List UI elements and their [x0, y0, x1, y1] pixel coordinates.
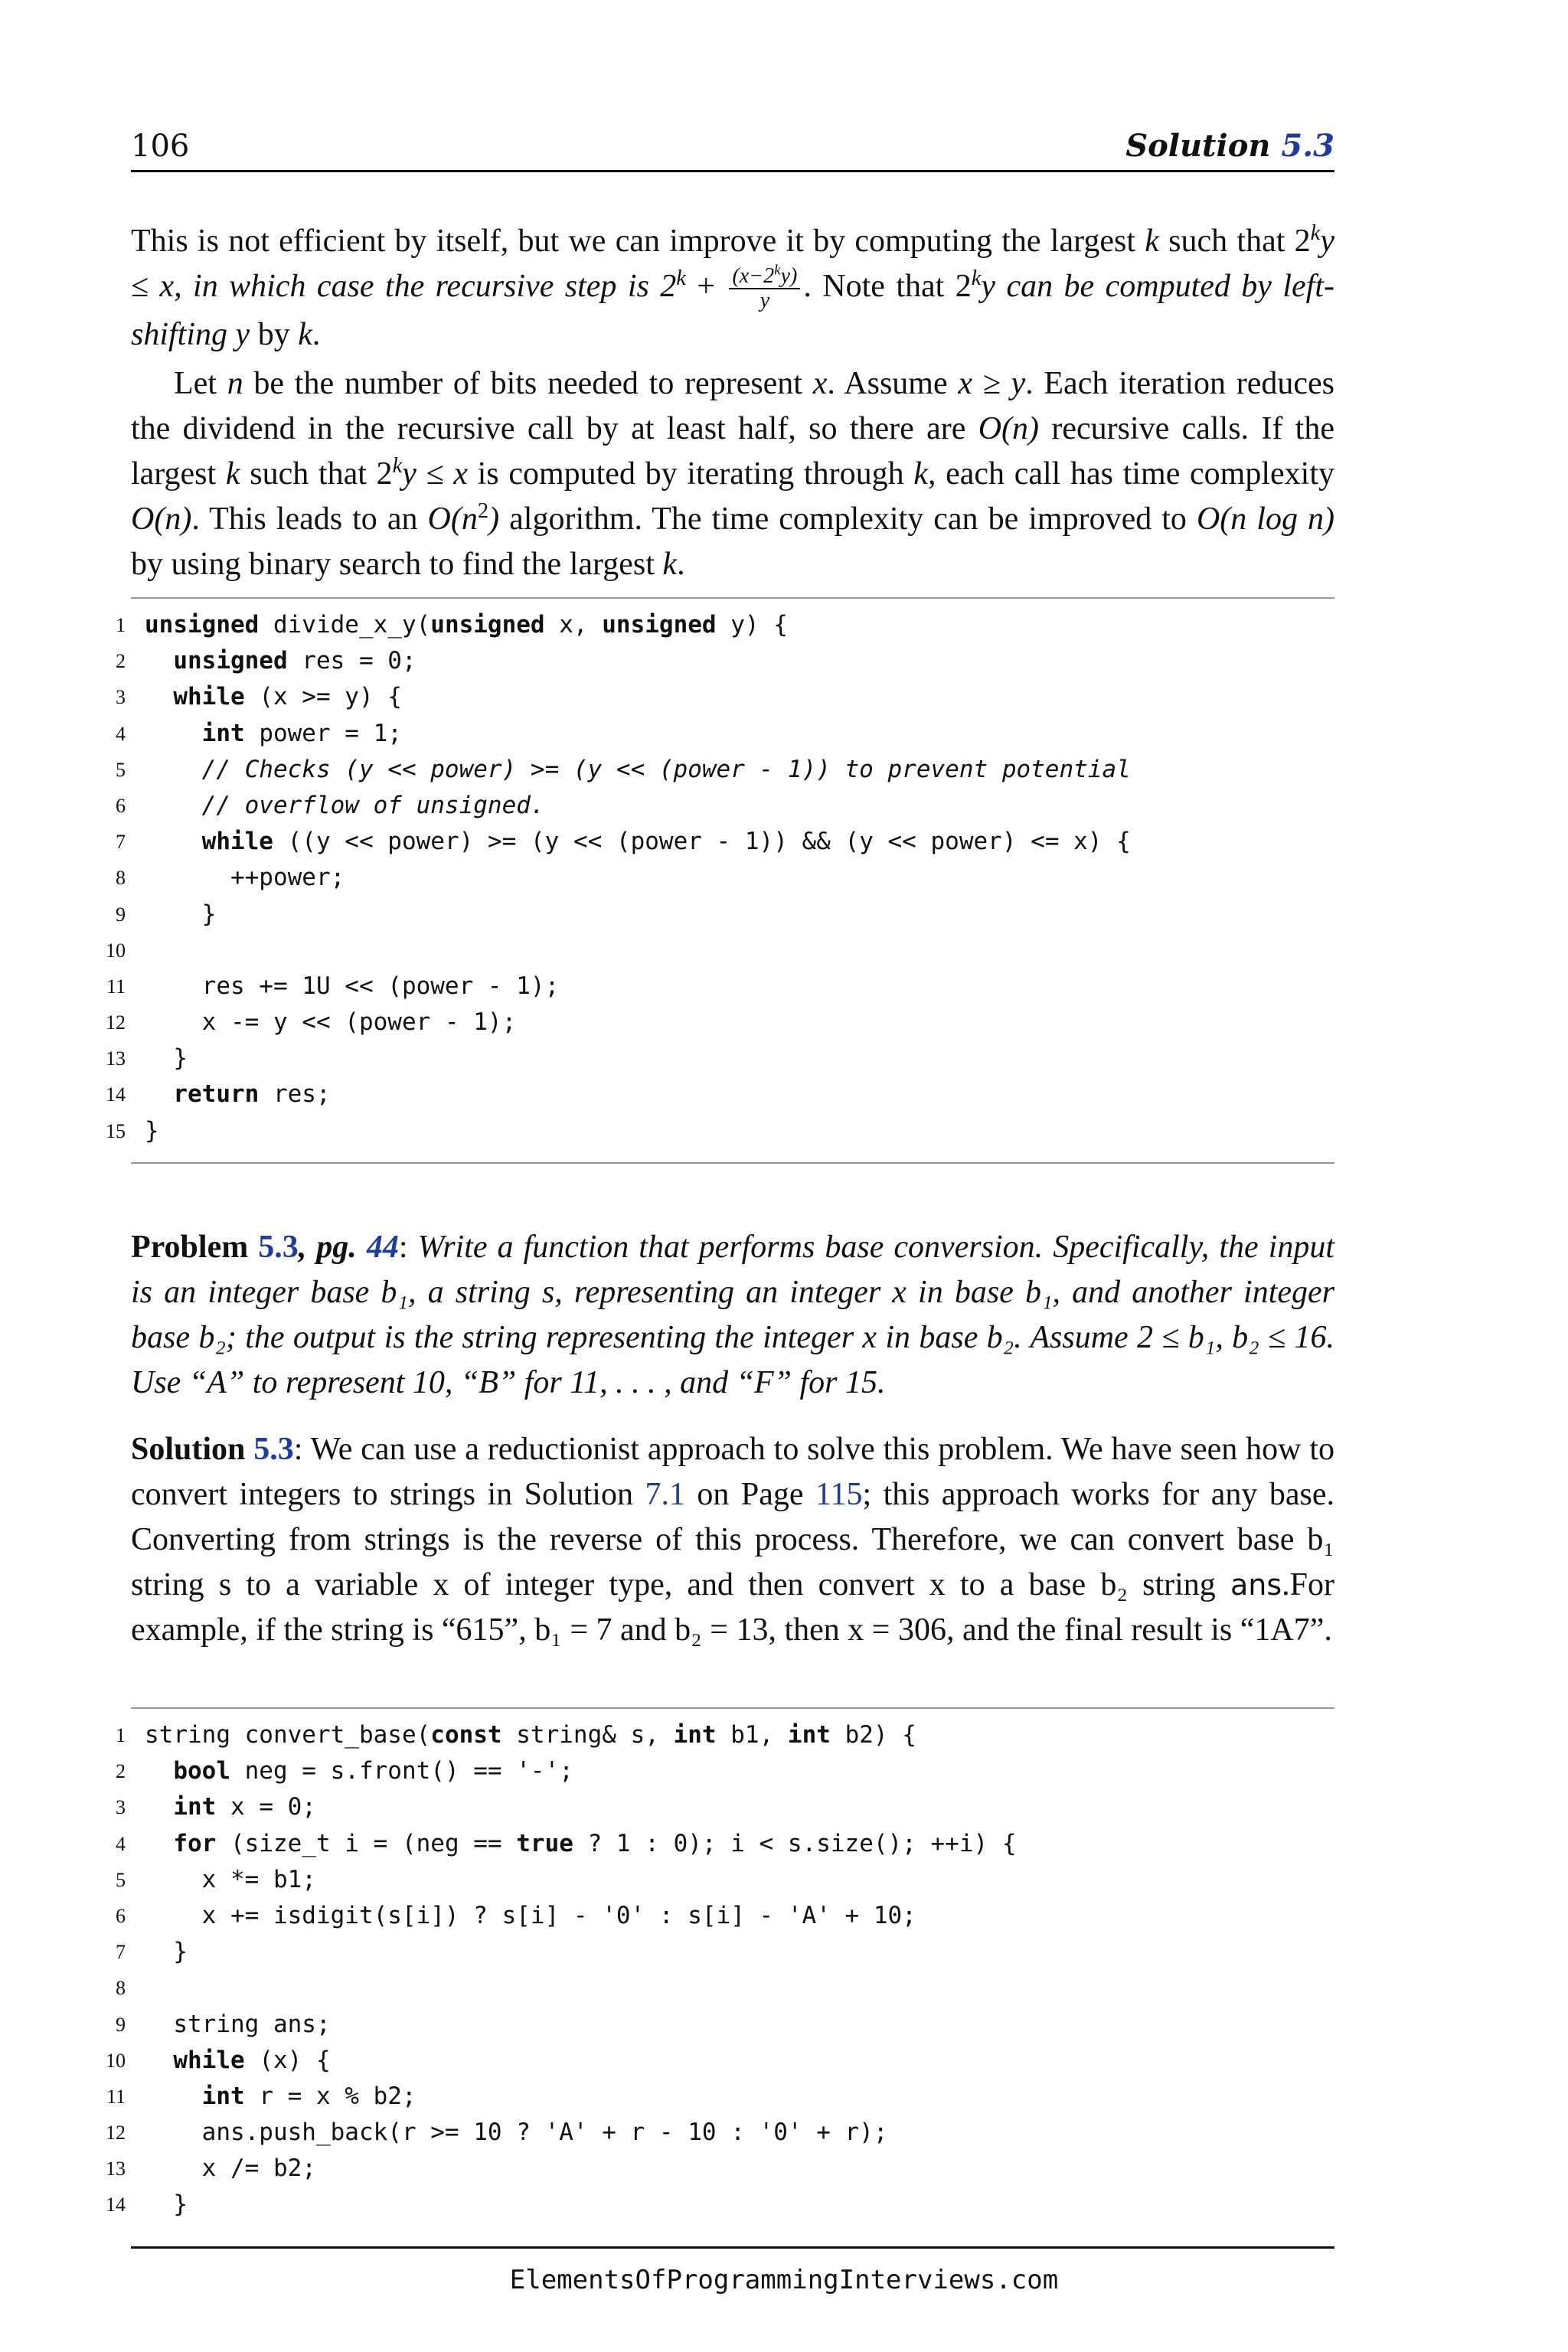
code-text: x /= b2; [145, 2154, 316, 2183]
solution-ref-link[interactable]: 5.3 [253, 1432, 294, 1467]
code-rule-top [131, 597, 1334, 599]
line-number: 1 [116, 614, 126, 636]
code-text: } [145, 1044, 188, 1073]
code-line [92, 1008, 1348, 1044]
code-line [92, 2082, 1348, 2118]
page-115-link[interactable]: 115 [815, 1477, 863, 1512]
code-text: while (x) { [173, 2046, 331, 2074]
code-text: unsigned divide_x_y(unsigned x, unsigned y) { [145, 611, 788, 639]
line-number: 6 [116, 1904, 126, 1927]
line-number: 14 [106, 1083, 126, 1106]
fraction: $\frac{(x-2^ky)}{y}$ [729, 265, 800, 312]
code-line [92, 972, 1348, 1008]
line-number: 12 [106, 1011, 126, 1034]
line-number: 11 [106, 975, 126, 998]
code-line [92, 1974, 1348, 2010]
code-line [92, 1902, 1348, 1938]
problem-statement: Problem 5.3, pg. 44: Write a function that performs base conversion. Specifically, the input is an integer base b₁, a string s, representing an integer x in base b₁, and another integer base b₂; the output is the string representing the integer x in base b₂. Assume 2 ≤ b₁, b₂ ≤ 16. Use “A” to represent 10, “B” for 11, . . . , and “F” for 15. [131, 1230, 1335, 1400]
code-text: ++power; [145, 864, 345, 892]
page-number: 106 [131, 129, 190, 164]
code-listing-divide [92, 611, 1348, 1153]
footer-rule [131, 2246, 1334, 2249]
line-number: 3 [116, 686, 126, 709]
line-number: 10 [106, 2049, 126, 2072]
line-number: 3 [116, 1796, 126, 1819]
code-line [92, 2154, 1348, 2190]
code-line [92, 647, 1348, 683]
line-number: 14 [106, 2194, 126, 2216]
code-line [92, 1757, 1348, 1793]
code-line [92, 1830, 1348, 1866]
code-text: string ans; [145, 2010, 331, 2038]
line-number: 13 [106, 2158, 126, 2180]
code-line [92, 828, 1348, 864]
code-line [92, 1938, 1348, 1974]
code-text: while (x >= y) { [173, 683, 402, 711]
code-text: } [145, 900, 217, 928]
code-line [92, 2047, 1348, 2082]
footer-url[interactable]: ElementsOfProgrammingInterviews.com [509, 2265, 1059, 2295]
line-number: 13 [106, 1047, 126, 1070]
line-number: 8 [116, 1977, 126, 2000]
line-number: 7 [116, 1941, 126, 1964]
paragraph-efficiency: This is not efficient by itself, but we can improve it by computing the largest k such that $2^ky \le x$, in which case the recursive step is $2^k$ + $\frac{(x-2^ky)}{y}$ . Note that 2$^k$y can be computed by left-shifting y by k. [131, 221, 1335, 353]
code-rule-top-2 [131, 1707, 1334, 1709]
code-line [92, 1793, 1348, 1829]
code-text: for (size_t i = (neg == true ? 1 : 0); i < s.size(); ++i) { [173, 1829, 1017, 1857]
code-text: return res; [173, 1080, 331, 1109]
line-number: 5 [116, 758, 126, 781]
code-text: while ((y << power) >= (y << (power - 1)) && (y << power) <= x) { [201, 828, 1131, 856]
code-text: } [145, 2190, 188, 2219]
code-text: // overflow of unsigned. [201, 791, 545, 819]
solution-7-1-link[interactable]: 7.1 [645, 1477, 685, 1512]
line-number: 1 [116, 1724, 126, 1746]
code-line [92, 900, 1348, 936]
problem-ref-link[interactable]: 5.3 [258, 1230, 299, 1265]
line-number: 12 [106, 2122, 126, 2145]
code-text: x += isdigit(s[i]) ? s[i] - '0' : s[i] - 'A' + 10; [145, 1901, 916, 1929]
line-number: 2 [116, 1760, 126, 1783]
solution-text: Solution 5.3: We can use a reductionist approach to solve this problem. We have seen how to convert integers to strings in Solution 7.1 on Page 115; this approach works for any base. Converting from strings is the reverse of this process. Therefore, we can convert base b₁ string s to a variable x of integer type, and then convert x to a base b₂ string ans.For example, if the string is “615”, b₁ = 7 and b₂ = 13, then x = 306, and the final result is “1A7”. [131, 1432, 1334, 1648]
line-number: 2 [116, 650, 126, 673]
code-line [92, 792, 1348, 828]
code-text: int x = 0; [173, 1793, 316, 1821]
line-number: 9 [116, 903, 126, 926]
running-header [131, 124, 1334, 172]
code-text: x *= b1; [145, 1865, 316, 1893]
paragraph-complexity: Let n be the number of bits needed to represent x. Assume x ≥ y. Each iteration reduces the dividend in the recursive call by at least half, so there are O(n) recursive calls. If the largest k such that $2^ky \le x$ is computed by iterating through k, each call has time complexity O(n). This leads to an $O(n^2)$ algorithm. The time complexity can be improved to O(n log n) by using binary search to find the largest k. [131, 366, 1335, 582]
code-text: } [145, 1116, 159, 1145]
code-text: x -= y << (power - 1); [145, 1008, 517, 1037]
code-rule-bottom [131, 1162, 1334, 1164]
line-number: 4 [116, 1832, 126, 1855]
code-line [92, 683, 1348, 719]
code-line [92, 2190, 1348, 2226]
code-line [92, 2118, 1348, 2154]
code-line [92, 1117, 1348, 1153]
code-line [92, 1866, 1348, 1902]
line-number: 6 [116, 794, 126, 817]
line-number: 5 [116, 1868, 126, 1891]
code-text: unsigned res = 0; [173, 647, 416, 675]
code-text: string convert_base(const string& s, int b1, int b2) { [145, 1721, 916, 1749]
code-line [92, 1044, 1348, 1080]
line-number: 4 [116, 722, 126, 745]
code-line [92, 1721, 1348, 1757]
code-line [92, 936, 1348, 972]
line-number: 10 [106, 939, 126, 962]
section-ref-link[interactable]: 5.3 [1281, 128, 1334, 164]
line-number: 8 [116, 867, 126, 890]
code-line [92, 864, 1348, 900]
section-title: Solution 5.3 [1125, 128, 1334, 164]
code-line [92, 756, 1348, 792]
code-text: res += 1U << (power - 1); [145, 972, 560, 1000]
line-number: 11 [106, 2085, 126, 2108]
code-line [92, 2011, 1348, 2047]
code-text: bool neg = s.front() == '-'; [173, 1757, 573, 1785]
code-line [92, 611, 1348, 647]
code-line [92, 1080, 1348, 1116]
code-text: // Checks (y << power) >= (y << (power - 1)) to prevent potential [201, 755, 1131, 783]
code-text: ans.push_back(r >= 10 ? 'A' + r - 10 : '0' + r); [145, 2118, 888, 2147]
line-number: 7 [116, 831, 126, 854]
line-number: 15 [106, 1119, 126, 1142]
line-number: 9 [116, 2013, 126, 2036]
code-text: int power = 1; [201, 719, 402, 747]
code-text: int r = x % b2; [201, 2082, 416, 2110]
page-ref-link[interactable]: 44 [366, 1230, 399, 1265]
code-text: } [145, 1938, 188, 1966]
code-listing-convert-base [92, 1721, 1348, 2227]
code-line [92, 720, 1348, 756]
